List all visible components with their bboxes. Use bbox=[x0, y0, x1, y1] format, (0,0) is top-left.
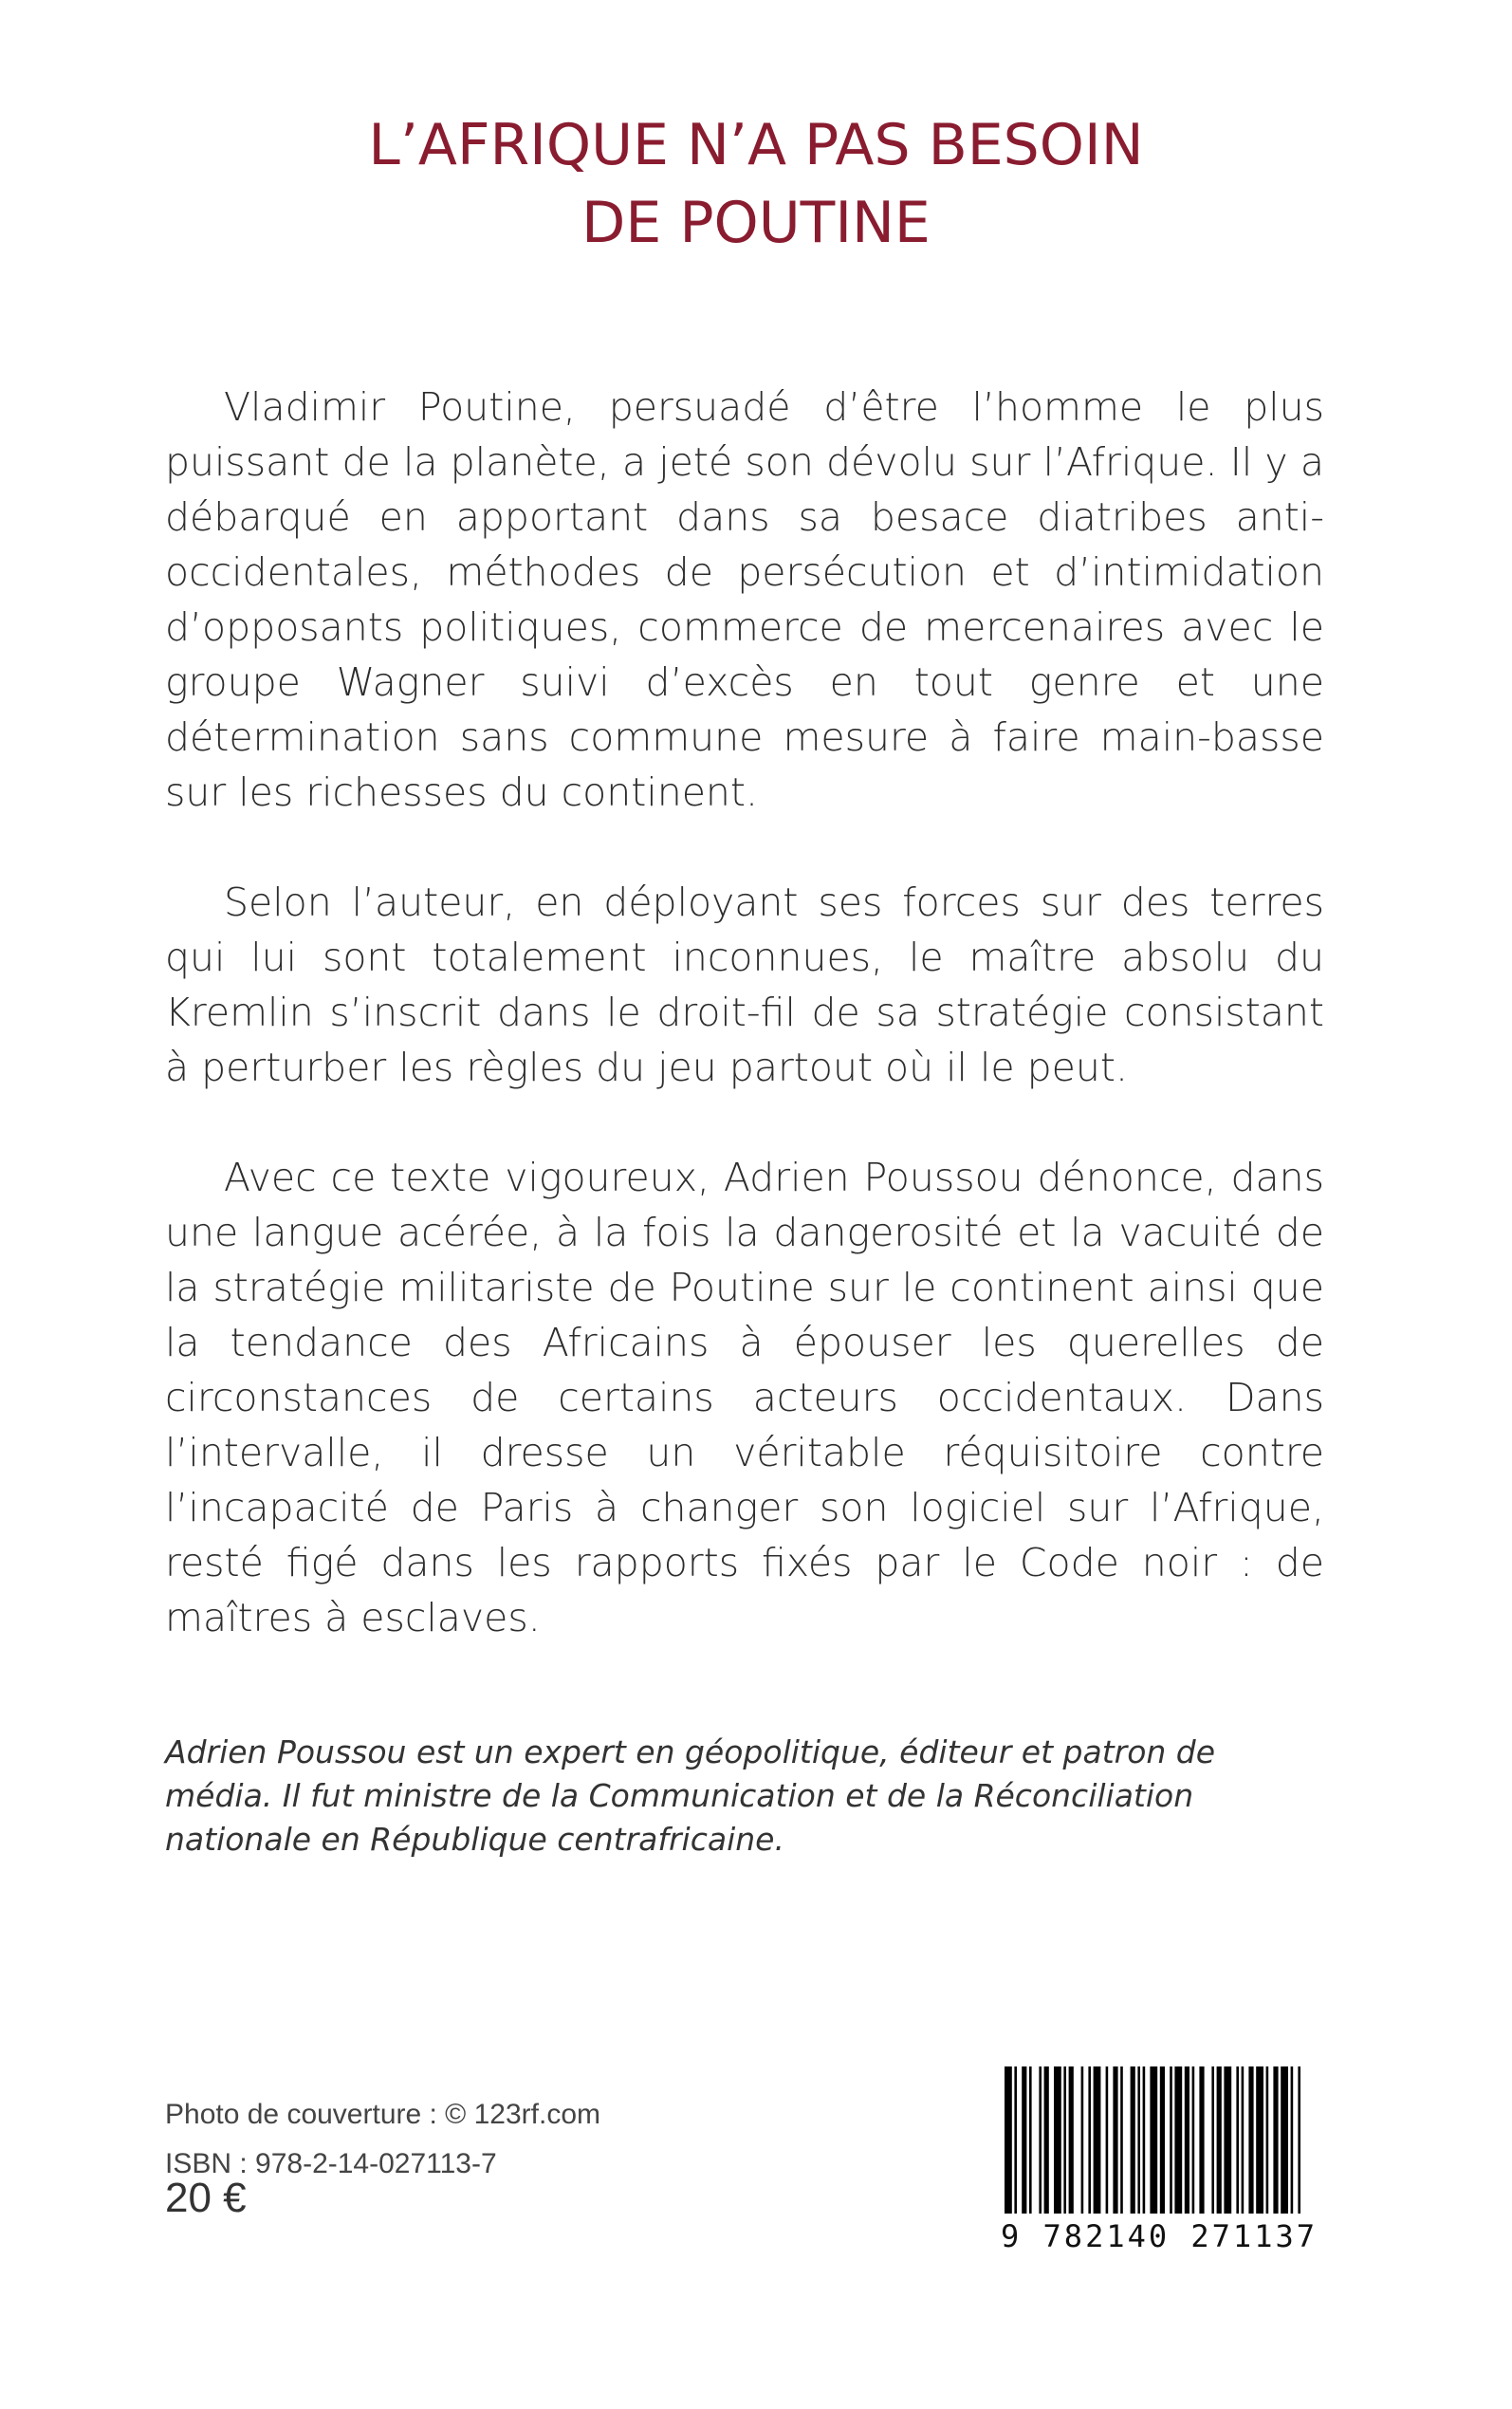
barcode-bar bbox=[1029, 2066, 1032, 2214]
barcode-bar bbox=[1069, 2066, 1074, 2214]
barcode-bar bbox=[1081, 2066, 1084, 2214]
price: 20 € bbox=[165, 2175, 247, 2221]
barcode-bar bbox=[1273, 2066, 1278, 2214]
author-bio bbox=[165, 1731, 1332, 1862]
barcode-bar bbox=[1256, 2066, 1263, 2214]
barcode-bars bbox=[1001, 2066, 1304, 2218]
barcode-bar bbox=[1063, 2066, 1066, 2214]
barcode-bar bbox=[1199, 2066, 1204, 2214]
barcode-bar bbox=[1120, 2066, 1123, 2214]
barcode-bar bbox=[1094, 2066, 1101, 2214]
blurb-paragraph-1: Vladimir Poutine, persuadé d’être l’homme le plus puissant de la planète, a jeté son dévolu sur l’Afrique. Il y a débarqué en apportant dans sa besace diatribes anti-occidentales, méthodes de persécution et d’intimidation d’opposants politiques, commerce de mercenaires avec le groupe Wagner suivi d’excès en tout genre et une détermination sans commune mesure à faire main-basse sur les richesses du continent. bbox=[165, 384, 1324, 815]
barcode-bar bbox=[1281, 2066, 1288, 2214]
author-bio-text: est un expert en géopolitique, éditeur et patron de média. Il fut ministre de la Communication et de la Réconciliation nationale en République centrafricaine. bbox=[165, 1733, 1216, 1858]
barcode-bar bbox=[1131, 2066, 1135, 2214]
barcode-bar bbox=[1039, 2066, 1042, 2214]
barcode-bar bbox=[1248, 2066, 1253, 2214]
book-title-line-1: L’AFRIQUE N’A PAS BESOIN bbox=[368, 112, 1144, 178]
isbn: ISBN : 978-2-14-027113-7 bbox=[165, 2148, 497, 2179]
blurb-paragraph-3: Avec ce texte vigoureux, Adrien Poussou dénonce, dans une langue acérée, à la fois la dangerosité et la vacuité de la stratégie militariste de Poutine sur le continent ainsi que la tendance des Africains à épouser les querelles de circonstances de certains acteurs occidentaux. Dans l’intervalle, il dresse un véritable réquisitoire contre l’incapacité de Paris à changer son logiciel sur l’Afrique, resté figé dans les rapports fixés par le Code noir : de maîtres à esclaves. bbox=[165, 1155, 1324, 1640]
barcode-bar bbox=[1160, 2066, 1165, 2214]
barcode bbox=[1001, 2066, 1318, 2266]
barcode-bar bbox=[1266, 2066, 1269, 2214]
barcode-bar bbox=[1044, 2066, 1049, 2214]
barcode-number: 9 782140 271137 bbox=[1001, 2218, 1318, 2254]
barcode-bar bbox=[1106, 2066, 1109, 2214]
barcode-bar bbox=[1143, 2066, 1146, 2214]
author-name: Adrien Poussou bbox=[165, 1733, 407, 1770]
blurb bbox=[165, 380, 1324, 1700]
barcode-bar bbox=[1192, 2066, 1195, 2214]
barcode-bar bbox=[1014, 2066, 1017, 2214]
barcode-bar bbox=[1137, 2066, 1140, 2214]
barcode-bar bbox=[1005, 2066, 1012, 2214]
barcode-bar bbox=[1291, 2066, 1294, 2214]
barcode-bar bbox=[1174, 2066, 1182, 2214]
barcode-bar bbox=[1224, 2066, 1231, 2214]
barcode-bar bbox=[1150, 2066, 1157, 2214]
barcode-bar bbox=[1170, 2066, 1172, 2214]
barcode-bar bbox=[1185, 2066, 1189, 2214]
book-title bbox=[0, 106, 1512, 262]
barcode-bar bbox=[1054, 2066, 1061, 2214]
barcode-bar bbox=[1298, 2066, 1300, 2214]
barcode-bar bbox=[1236, 2066, 1239, 2214]
barcode-bar bbox=[1113, 2066, 1117, 2214]
book-title-line-2: DE POUTINE bbox=[581, 190, 931, 256]
photo-credit: Photo de couverture : © 123rf.com bbox=[165, 2099, 601, 2130]
barcode-bar bbox=[1217, 2066, 1222, 2214]
barcode-bar bbox=[1242, 2066, 1245, 2214]
blurb-paragraph-2: Selon l’auteur, en déployant ses forces sur des terres qui lui sont totalement inconnues, le maître absolu du Kremlin s’inscrit dans le droit-fil de sa stratégie consistant à perturber les règles du jeu partout où il le peut. bbox=[165, 880, 1324, 1090]
barcode-bar bbox=[1022, 2066, 1026, 2214]
barcode-bar bbox=[1088, 2066, 1091, 2214]
barcode-bar bbox=[1211, 2066, 1214, 2214]
